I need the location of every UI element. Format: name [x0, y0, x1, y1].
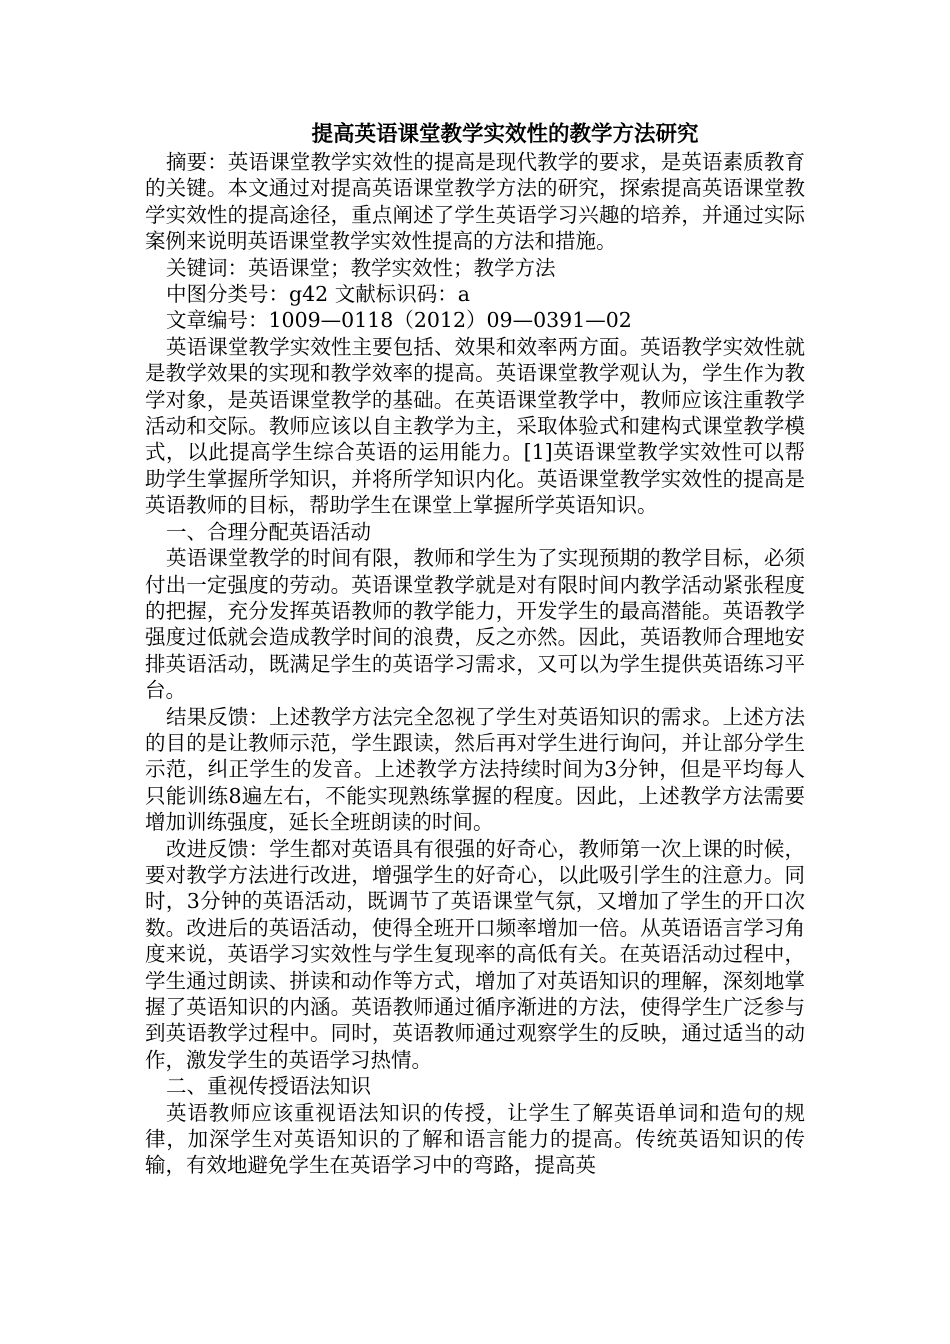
document-title: 提高英语课堂教学实效性的教学方法研究: [311, 122, 699, 147]
section-2-paragraph-1: 英语教师应该重视语法知识的传授，让学生了解英语单词和造句的规律，加深学生对英语知识的了解和语言能力的提高。传统英语知识的传输，有效地避免学生在英语学习中的弯路，提高英: [145, 1100, 805, 1178]
section-2-heading: 二、重视传授语法知识: [166, 1074, 371, 1099]
keywords-line: 关键词：英语课堂；教学实效性；教学方法: [166, 255, 556, 280]
abstract-paragraph: 摘要：英语课堂教学实效性的提高是现代教学的要求，是英语素质教育的关键。本文通过对提高英语课堂教学方法的研究，探索提高英语课堂教学实效性的提高途径，重点阐述了学生英语学习兴趣的培养，并通过实际案例来说明英语课堂教学实效性提高的方法和措施。: [145, 150, 805, 254]
section-1-paragraph-2: 结果反馈：上述教学方法完全忽视了学生对英语知识的需求。上述方法的目的是让教师示范，学生跟读，然后再对学生进行询问，并让部分学生示范，纠正学生的发音。上述教学方法持续时间为3分钟，但是平均每人只能训练8遍左右，不能实现熟练掌握的程度。因此，上述教学方法需要增加训练强度，延长全班朗读的时间。: [145, 704, 805, 835]
document-page: [145, 120, 805, 1179]
intro-paragraph: 英语课堂教学实效性主要包括、效果和效率两方面。英语教学实效性就是教学效果的实现和教学效率的提高。英语课堂教学观认为，学生作为教学对象，是英语课堂教学的基础。在英语课堂教学中，教师应该注重教学活动和交际。教师应该以自主教学为主，采取体验式和建构式课堂教学模式，以此提高学生综合英语的运用能力。[1]英语课堂教学实效性可以帮助学生掌握所学知识，并将所学知识内化。英语课堂教学实效性的提高是英语教师的目标，帮助学生在课堂上掌握所学英语知识。: [145, 334, 805, 518]
article-number-line: 文章编号：1009—0118（2012）09—0391—02: [166, 308, 632, 333]
classification-line: 中图分类号：g42 文献标识码：a: [166, 282, 470, 307]
section-1-paragraph-3: 改进反馈：学生都对英语具有很强的好奇心，教师第一次上课的时候，要对教学方法进行改进，增强学生的好奇心，以此吸引学生的注意力。同时，3分钟的英语活动，既调节了英语课堂气氛，又增加了学生的开口次数。改进后的英语活动，使得全班开口频率增加一倍。从英语语言学习角度来说，英语学习实效性与学生复现率的高低有关。在英语活动过程中，学生通过朗读、拼读和动作等方式，增加了对英语知识的理解，深刻地掌握了英语知识的内涵。英语教师通过循序渐进的方法，使得学生广泛参与到英语教学过程中。同时，英语教师通过观察学生的反映，通过适当的动作，激发学生的英语学习热情。: [145, 836, 805, 1072]
section-1-paragraph-1: 英语课堂教学的时间有限，教师和学生为了实现预期的教学目标，必须付出一定强度的劳动。英语课堂教学就是对有限时间内教学活动紧张程度的把握，充分发挥英语教师的教学能力，开发学生的最高潜能。英语教学强度过低就会造成教学时间的浪费，反之亦然。因此，英语教师合理地安排英语活动，既满足学生的英语学习需求，又可以为学生提供英语练习平台。: [145, 546, 805, 703]
section-1-heading: 一、合理分配英语活动: [166, 519, 371, 544]
